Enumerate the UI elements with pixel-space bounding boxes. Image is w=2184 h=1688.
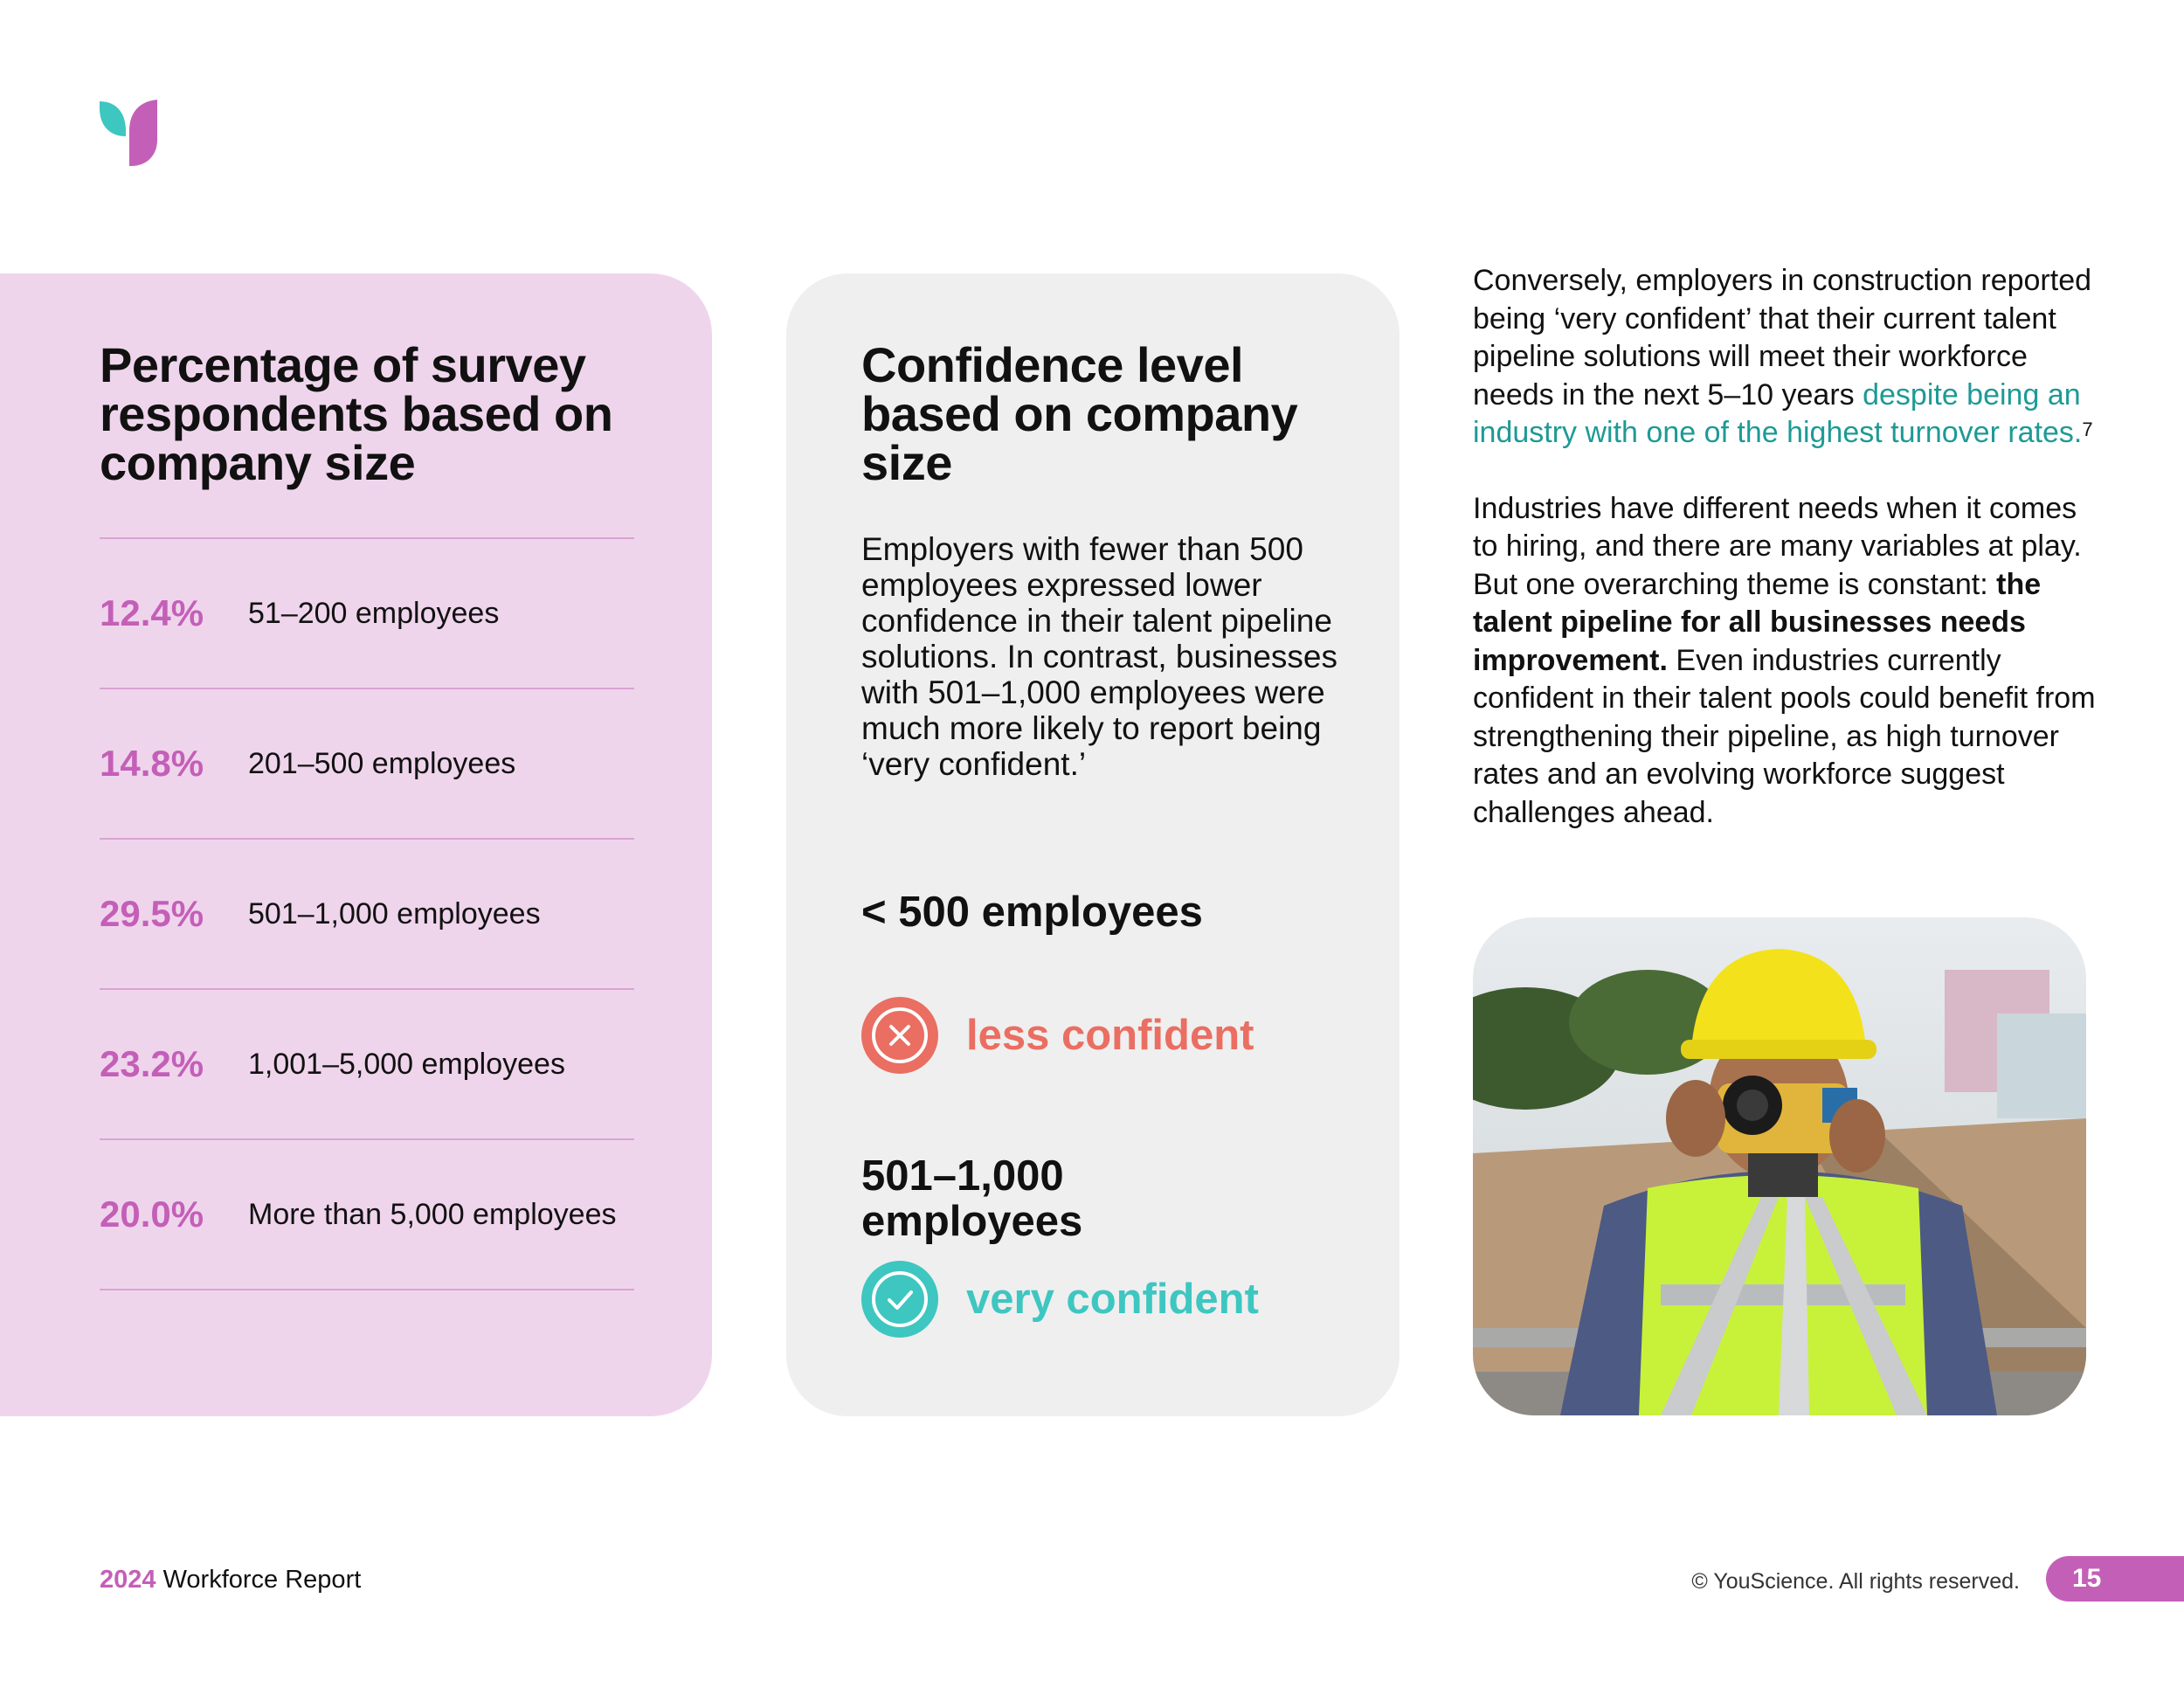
paragraph-industries [1473, 490, 2102, 833]
footnote-marker: 7 [2082, 419, 2093, 440]
page-number-tab [2046, 1556, 2184, 1602]
stat-row [100, 838, 634, 988]
turnover-rates-link[interactable]: despite being an industry with one of the highest turnover rates. [1473, 377, 2083, 449]
stat-label: 501–1,000 employees [248, 896, 541, 930]
group-size-under-500: < 500 employees [861, 889, 1203, 936]
report-title-footer [100, 1566, 361, 1595]
stat-list [100, 537, 634, 1290]
confidence-label-very: very confident [966, 1276, 1259, 1323]
body-text-column [1473, 262, 2102, 832]
report-name: Workforce Report [156, 1566, 362, 1594]
company-size-breakdown-card [0, 273, 712, 1416]
check-circle-icon [861, 1261, 938, 1338]
paragraph-text: Even industries currently confident in their talent pools could benefit from strengthening their pipeline, as high turnover rates and an evolving workforce suggest challenges ahead. [1473, 643, 2096, 829]
stat-label: 51–200 employees [248, 596, 500, 630]
confidence-title: Confidence level based on company size [861, 337, 1298, 490]
breakdown-title: Percentage of survey respondents based on company size [100, 337, 613, 490]
copyright-text: © YouScience. All rights reserved. [1691, 1569, 2020, 1594]
stat-percentage: 20.0% [100, 1193, 204, 1235]
paragraph-construction [1473, 262, 2102, 453]
stat-row [100, 1138, 634, 1290]
stat-percentage: 14.8% [100, 743, 204, 784]
stat-label: More than 5,000 employees [248, 1197, 617, 1231]
paragraph-text: Industries have different needs when it comes to hiring, and there are many variables at play. But one overarching theme is constant: [1473, 491, 2082, 601]
stat-percentage: 12.4% [100, 592, 204, 633]
stat-row [100, 688, 634, 838]
stat-percentage: 29.5% [100, 893, 204, 934]
stat-row [100, 537, 634, 688]
stat-row [100, 988, 634, 1138]
confidence-label-less: less confident [966, 1012, 1254, 1059]
emphasis-text: the talent pipeline for all businesses needs improvement. [1473, 567, 2042, 677]
surveyor-illustration [1473, 917, 2086, 1415]
confidence-row-less [861, 997, 1254, 1074]
stat-percentage: 23.2% [100, 1043, 204, 1084]
x-circle-icon [861, 997, 938, 1074]
youscience-logo-icon [96, 96, 159, 168]
page-number: 15 [2072, 1564, 2102, 1593]
confidence-row-very [861, 1261, 1259, 1338]
group-size-501-1000: 501–1,000 employees [861, 1152, 1083, 1245]
paragraph-text: Conversely, employers in construction reported being ‘very confident’ that their current talent pipeline solutions will meet their workforce needs in the next 5–10 years [1473, 264, 2092, 412]
report-year: 2024 [100, 1566, 156, 1594]
confidence-level-card [786, 273, 1400, 1416]
confidence-description: Employers with fewer than 500 employees expressed lower confidence in their talent pipeline solutions. In contrast, businesses with 501–1,000 employees were much more likely to report being ‘very confident.’ [861, 531, 1338, 782]
construction-worker-photo [1473, 917, 2086, 1415]
stat-label: 1,001–5,000 employees [248, 1047, 565, 1081]
stat-label: 201–500 employees [248, 746, 516, 780]
